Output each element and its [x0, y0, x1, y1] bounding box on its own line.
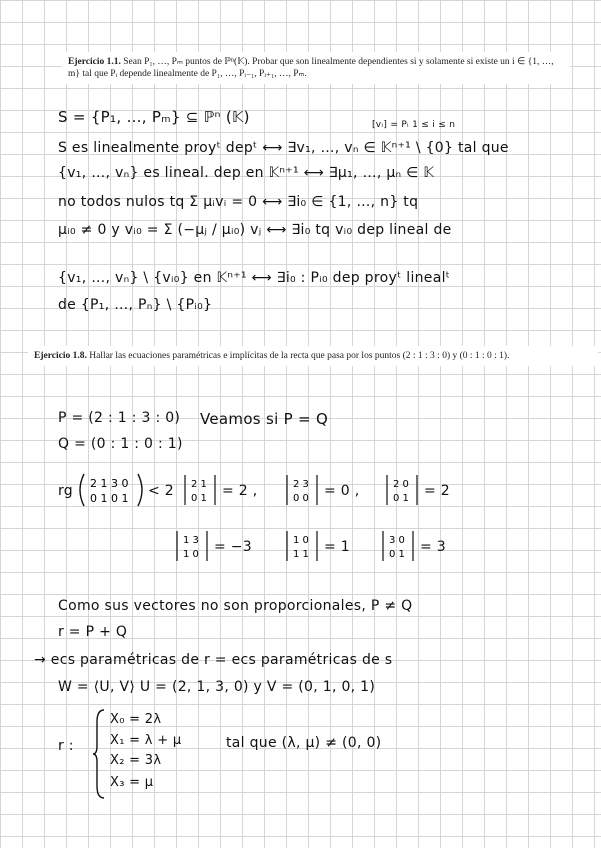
det-5-result: = 1 — [324, 539, 350, 555]
det-1-result: = 2 , — [222, 483, 258, 499]
hw-line-4: no todos nulos tq Σ μᵢvᵢ = 0 ⟷ ∃i₀ ∈ {1, …, n} tq — [58, 194, 419, 210]
svg-text:1 0: 1 0 — [183, 549, 199, 560]
hw-r-label: r : — [58, 738, 74, 754]
rank-matrix — [76, 470, 146, 510]
hw-rg-prefix: rg — [58, 483, 73, 499]
system-brace — [92, 708, 106, 800]
exercise-1-8-label: Ejercicio 1.8. — [34, 351, 87, 361]
det-4-result: = −3 — [214, 539, 253, 555]
hw-point-p: P = (2 : 1 : 3 : 0) — [58, 410, 181, 426]
hw-veamos: Veamos si P = Q — [200, 410, 329, 428]
svg-text:3 0: 3 0 — [389, 535, 405, 546]
eq-x0: X₀ = 2λ — [110, 712, 162, 727]
svg-text:0 1: 0 1 — [393, 493, 409, 504]
exercise-1-1-statement — [62, 52, 570, 84]
svg-text:1 1: 1 1 — [293, 549, 309, 560]
hw-r-def: r = P + Q — [58, 624, 128, 640]
svg-text:2 0: 2 0 — [393, 479, 409, 490]
exercise-1-8-text: Hallar las ecuaciones paramétricas e implícitas de la recta que pasa por los puntos (2 : 1 : 3 : 0) y (0 : 1 : 0 : 1). — [89, 351, 510, 361]
svg-text:0 1 0 1: 0 1 0 1 — [90, 492, 129, 505]
hw-como: Como sus vectores no son proporcionales, P ≠ Q — [58, 598, 413, 614]
det-3 — [384, 472, 420, 508]
hw-line-6: {v₁, …, vₙ} \ {vᵢ₀} en 𝕂ⁿ⁺¹ ⟷ ∃i₀ : Pᵢ₀ dep proyᵗ linealᵗ — [58, 270, 451, 286]
exercise-1-8-statement — [28, 346, 598, 366]
hw-line-5: μᵢ₀ ≠ 0 y vᵢ₀ = Σ (−μⱼ / μᵢ₀) vⱼ ⟷ ∃i₀ tq vᵢ₀ dep lineal de — [58, 222, 452, 238]
det-6 — [380, 528, 416, 564]
hw-point-q: Q = (0 : 1 : 0 : 1) — [58, 436, 183, 452]
svg-text:2 1: 2 1 — [191, 479, 207, 490]
exercise-1-1-text: Sean P₁, …, Pₘ puntos de ℙⁿ(𝕂). Probar que son linealmente dependientes si y solamente si existe un i ∈ {1, …, m} tal que Pᵢ depende linealmente de P₁, …, Pᵢ₋₁, Pᵢ₊₁, …, Pₘ. — [68, 57, 554, 79]
hw-line-2: S es linealmente proyᵗ depᵗ ⟷ ∃v₁, …, vₙ ∈ 𝕂ⁿ⁺¹ \ {0} tal que — [58, 140, 509, 156]
eq-x3: X₃ = μ — [110, 775, 154, 790]
hw-line-vi-def: [vᵢ] = Pᵢ 1 ≤ i ≤ n — [372, 120, 456, 130]
eq-x2: X₂ = 3λ — [110, 753, 162, 768]
hw-line-s-def: S = {P₁, …, Pₘ} ⊆ ℙⁿ (𝕂) — [58, 108, 250, 126]
hw-line-7: de {P₁, …, Pₙ} \ {Pᵢ₀} — [58, 297, 213, 313]
svg-text:1 3: 1 3 — [183, 535, 199, 546]
hw-w-def: W = ⟨U, V⟩ U = (2, 1, 3, 0) y V = (0, 1, 0, 1) — [58, 679, 376, 695]
hw-line-3: {v₁, …, vₙ} es lineal. dep en 𝕂ⁿ⁺¹ ⟷ ∃μ₁, …, μₙ ∈ 𝕂 — [58, 165, 435, 181]
svg-text:2 1 3 0: 2 1 3 0 — [90, 477, 129, 490]
det-1 — [182, 472, 218, 508]
det-2 — [284, 472, 320, 508]
svg-text:1 0: 1 0 — [293, 535, 309, 546]
svg-text:0 1: 0 1 — [389, 549, 405, 560]
det-3-result: = 2 — [424, 483, 450, 499]
eq-x1: X₁ = λ + μ — [110, 733, 182, 748]
det-2-result: = 0 , — [324, 483, 360, 499]
svg-text:0 0: 0 0 — [293, 493, 309, 504]
svg-text:0 1: 0 1 — [191, 493, 207, 504]
hw-rg-suffix: < 2 — [148, 483, 174, 499]
hw-tal-que: tal que (λ, μ) ≠ (0, 0) — [226, 735, 382, 751]
det-6-result: = 3 — [420, 539, 446, 555]
exercise-1-1-label: Ejercicio 1.1. — [68, 57, 121, 67]
svg-text:2 3: 2 3 — [293, 479, 309, 490]
hw-ecs: → ecs paramétricas de r = ecs paramétricas de s — [34, 652, 393, 668]
det-5 — [284, 528, 320, 564]
det-4 — [174, 528, 210, 564]
